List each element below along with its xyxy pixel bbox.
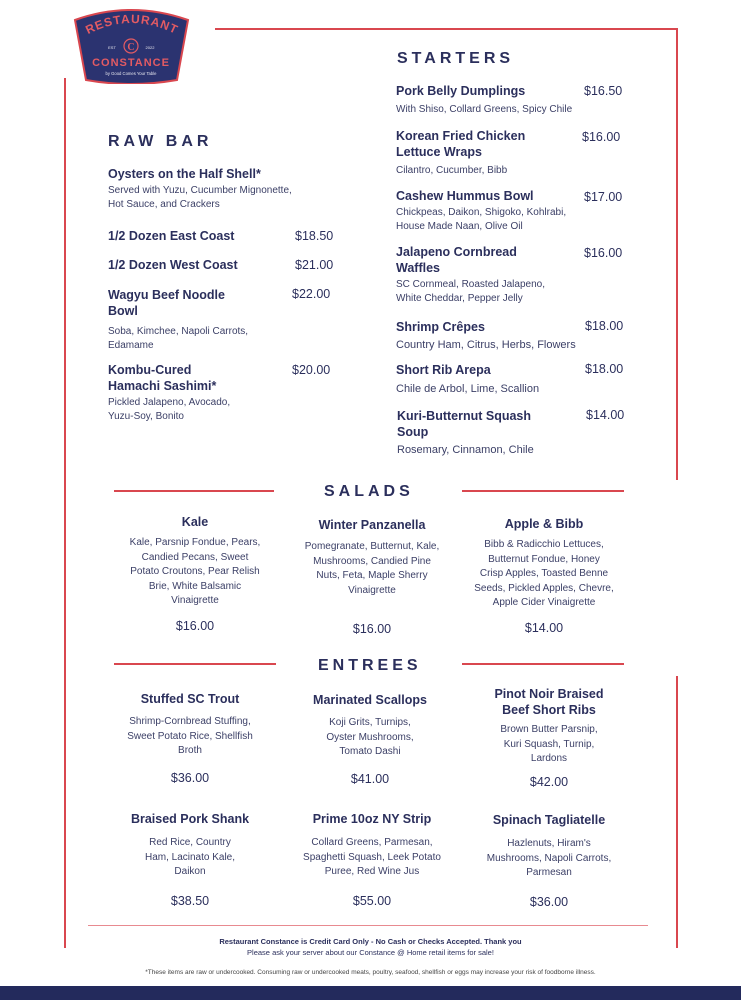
item-name-line: Marinated Scallops	[313, 693, 427, 707]
item-desc-line: Hot Sauce, and Crackers	[108, 199, 220, 210]
item-name-line: Wagyu Beef Noodle	[108, 288, 225, 302]
item-desc-line: Tomato Dashi	[339, 746, 401, 757]
restaurant-logo	[69, 2, 194, 84]
item-desc-line: Hazlenuts, Hiram's	[507, 838, 591, 849]
item-desc-line: Vinaigrette	[348, 584, 396, 596]
item-name-line: Soup	[397, 425, 429, 439]
item-desc-line: Rosemary, Cinnamon, Chile	[397, 444, 534, 456]
item-name-line: Prime 10oz NY Strip	[312, 812, 432, 826]
logo-top-text: RESTAURANT	[83, 11, 181, 38]
logo-bottom-text: CONSTANCE	[92, 57, 170, 69]
item-price: $18.50	[295, 229, 334, 243]
item-name-line: Braised Pork Shank	[130, 812, 250, 826]
item-desc-line: Broth	[178, 745, 202, 756]
item-desc-line: Oyster Mushrooms,	[326, 731, 414, 743]
item-desc-line: Chickpeas, Daikon, Shigoko, Kohlrabi,	[396, 207, 567, 218]
entrees-rule-left	[114, 663, 276, 665]
item-desc-line: Crisp Apples, Toasted Benne	[479, 568, 609, 579]
item-price: $42.00	[529, 774, 569, 789]
logo-est-right: 2022	[145, 45, 155, 50]
item-price: $38.50	[170, 893, 210, 908]
menu-item-starter	[396, 244, 576, 306]
item-desc-line: Kale, Parsnip Fondue, Pears,	[129, 537, 261, 548]
item-name-line: Korean Fried Chicken	[396, 129, 526, 143]
item-price: $14.00	[586, 408, 625, 422]
item-desc-line: Daikon	[174, 866, 206, 877]
item-name-line: Kuri-Butternut Squash	[397, 409, 532, 423]
item-name-line: Lettuce Wraps	[396, 145, 482, 159]
menu-item-kombu	[108, 362, 278, 424]
item-price: $20.00	[292, 363, 331, 377]
item-desc-line: Lardons	[530, 753, 568, 764]
item-desc-line: Puree, Red Wine Jus	[324, 866, 420, 877]
item-name-line: Jalapeno Cornbread	[396, 245, 517, 259]
credit-card-notice: Restaurant Constance is Credit Card Only - No Cash or Checks Accepted. Thank you	[219, 937, 522, 946]
item-price: $16.00	[175, 618, 215, 633]
menu-item-entree	[454, 686, 644, 789]
item-desc-line: Country Ham, Citrus, Herbs, Flowers	[396, 339, 576, 351]
menu-item-oysters	[108, 166, 318, 212]
frame-left-line	[64, 78, 66, 948]
menu-item-starter	[396, 128, 576, 178]
item-price: $36.00	[170, 770, 210, 785]
item-desc-line: House Made Naan, Olive Oil	[396, 221, 523, 232]
item-name: 1/2 Dozen East Coast	[108, 229, 235, 243]
item-desc-line: Bibb & Radicchio Lettuces,	[484, 539, 604, 550]
frame-bottom-line	[88, 925, 648, 926]
retail-notice: Please ask your server about our Constance @ Home retail items for sale!	[247, 948, 494, 957]
bottom-bar	[0, 986, 741, 1000]
menu-item-starter	[396, 188, 586, 234]
item-price: $21.00	[295, 258, 334, 272]
item-price: $18.00	[585, 362, 624, 376]
item-desc-line: Served with Yuzu, Cucumber Mignonette,	[108, 185, 292, 196]
entrees-rule-right	[462, 663, 624, 665]
item-desc-line: Mushrooms, Napoli Carrots,	[486, 852, 612, 864]
starters-title: STARTERS	[397, 50, 515, 67]
item-name-line: Pinot Noir Braised	[494, 687, 604, 701]
menu-item-starter	[396, 362, 586, 396]
item-desc-line: Pickled Jalapeno, Avocado,	[108, 397, 231, 408]
item-name-line: Pork Belly Dumplings	[396, 84, 526, 98]
menu-item-entree	[275, 692, 465, 786]
item-name: Oysters on the Half Shell*	[108, 167, 261, 181]
item-desc-line: Shrimp-Cornbread Stuffing,	[129, 716, 251, 727]
item-name-line: Kombu-Cured	[108, 363, 192, 377]
item-price: $41.00	[350, 771, 390, 786]
menu-item-salad	[449, 516, 639, 635]
item-name-line: Stuffed SC Trout	[140, 692, 240, 706]
item-desc-line: Kuri Squash, Turnip,	[503, 738, 595, 750]
item-name-line: Cashew Hummus Bowl	[396, 189, 534, 203]
raw-food-disclaimer: *These items are raw or undercooked. Consuming raw or undercooked meats, poultry, seafood, shellfish or eggs may increase your risk of foodborne illness.	[145, 969, 596, 976]
item-desc-line: Red Rice, Country	[149, 837, 231, 848]
item-name-line: Winter Panzanella	[318, 518, 426, 532]
logo-tagline: by Good Comes Your Table	[105, 71, 157, 76]
item-name-line: Beef Short Ribs	[502, 703, 596, 717]
frame-top-line	[215, 28, 678, 30]
item-price: $55.00	[352, 893, 392, 908]
item-desc-line: Chile de Arbol, Lime, Scallion	[396, 383, 540, 395]
item-desc-line: Ham, Lacinato Kale,	[144, 851, 236, 863]
entrees-title: ENTREES	[318, 657, 422, 674]
item-desc-line: Edamame	[108, 340, 154, 351]
item-price: $16.00	[352, 622, 392, 636]
item-name-line: Spinach Tagliatelle	[492, 813, 606, 827]
item-desc-line: Candied Pecans, Sweet	[141, 551, 249, 563]
menu-item-starter	[396, 319, 586, 352]
item-desc-line: Parmesan	[526, 867, 572, 878]
item-name-line: Waffles	[396, 261, 440, 275]
menu-item-salad	[277, 517, 467, 636]
salads-rule-right	[462, 490, 624, 492]
item-price: $16.00	[582, 130, 621, 144]
item-desc-line: Butternut Fondue, Honey	[488, 553, 600, 565]
item-name-line: Hamachi Sashimi*	[108, 379, 217, 393]
raw-bar-title: RAW BAR	[108, 133, 213, 150]
item-desc-line: Yuzu-Soy, Bonito	[108, 411, 184, 422]
menu-item-entree	[454, 812, 644, 909]
menu-item-wagyu	[108, 287, 278, 353]
menu-item-entree	[277, 811, 467, 908]
frame-right-line-lower	[676, 676, 678, 948]
item-price: $17.00	[584, 190, 623, 204]
item-name-line: Apple & Bibb	[504, 517, 584, 531]
item-price: $16.50	[584, 84, 623, 98]
item-desc-line: Brie, White Balsamic	[148, 580, 242, 592]
item-desc-line: Seeds, Pickled Apples, Chevre,	[474, 582, 614, 594]
item-desc-line: Koji Grits, Turnips,	[329, 717, 411, 728]
menu-item-starter	[396, 83, 586, 117]
item-desc-line: Collard Greens, Parmesan,	[311, 837, 433, 848]
item-name-line: Bowl	[108, 304, 138, 318]
item-price: $36.00	[529, 894, 569, 909]
item-desc-line: Cilantro, Cucumber, Bibb	[396, 165, 508, 176]
salads-rule-left	[114, 490, 274, 492]
item-desc-line: Nuts, Feta, Maple Sherry	[316, 570, 428, 581]
item-desc-line: Mushrooms, Candied Pine	[313, 555, 431, 567]
item-desc-line: Sweet Potato Rice, Shellfish	[127, 730, 253, 742]
logo-monogram: C	[127, 42, 135, 53]
item-desc-line: Apple Cider Vinaigrette	[492, 597, 596, 608]
item-price: $14.00	[524, 620, 564, 635]
logo-est-left: EST	[108, 45, 116, 50]
item-desc-line: Brown Butter Parsnip,	[500, 724, 598, 735]
item-desc-line: Pomegranate, Butternut, Kale,	[304, 541, 440, 552]
menu-item-salad	[100, 514, 290, 633]
menu-item-entree	[95, 811, 285, 908]
item-name-line: Short Rib Arepa	[396, 363, 491, 377]
item-price: $16.00	[584, 246, 623, 260]
item-desc-line: Vinaigrette	[171, 595, 219, 606]
item-desc-line: Spaghetti Squash, Leek Potato	[303, 851, 441, 863]
item-name: 1/2 Dozen West Coast	[108, 258, 238, 272]
item-name-line: Kale	[181, 515, 209, 529]
item-name-line: Shrimp Crêpes	[396, 320, 485, 334]
item-price: $22.00	[292, 287, 331, 301]
item-desc-line: Soba, Kimchee, Napoli Carrots,	[108, 326, 249, 337]
item-desc-line: With Shiso, Collard Greens, Spicy Chile	[396, 104, 573, 115]
menu-item-starter	[397, 408, 587, 457]
menu-item-entree	[95, 691, 285, 785]
item-desc-line: Potato Croutons, Pear Relish	[130, 566, 260, 577]
frame-right-line	[676, 28, 678, 480]
item-desc-line: White Cheddar, Pepper Jelly	[396, 293, 523, 304]
salads-title: SALADS	[324, 483, 414, 500]
item-desc-line: SC Cornmeal, Roasted Jalapeno,	[396, 279, 545, 290]
item-price: $18.00	[585, 319, 624, 333]
